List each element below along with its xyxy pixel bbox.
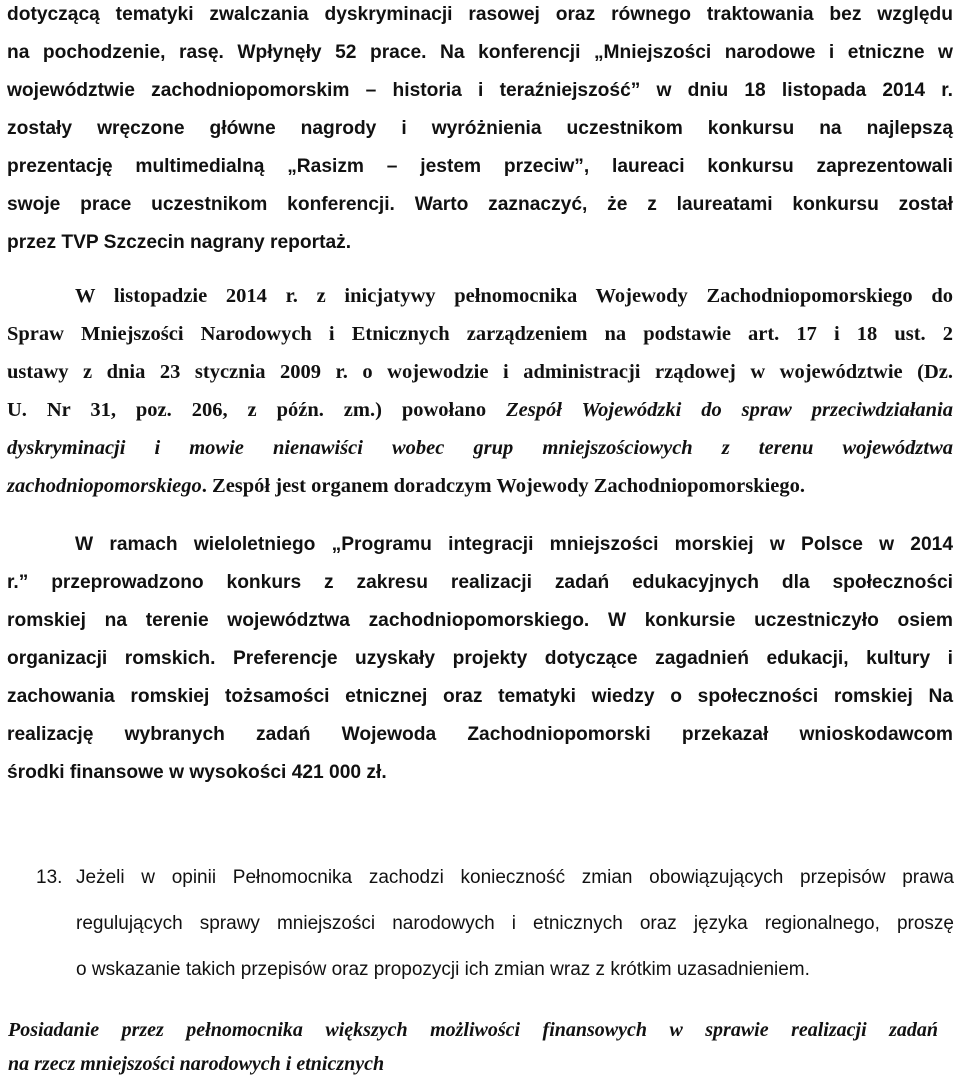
text-line-content: W ramach wieloletniego „Programu integracji mniejszości morskiej w Polsce w 2014 bbox=[75, 534, 953, 555]
text-line: ustawy z dnia 23 stycznia 2009 r. o wojewodzie i administracji rządowej w województwie (Dz. bbox=[7, 361, 953, 383]
text-line: zachowania romskiej tożsamości etnicznej oraz tematyki wiedzy o społeczności romskiej Na bbox=[7, 686, 953, 707]
question-number: 13. bbox=[36, 867, 63, 888]
paragraph-team-appointment bbox=[7, 277, 953, 505]
paragraph-competition bbox=[7, 0, 953, 262]
text-segment: . Zespół jest organem doradczym Wojewody Zachodniopomorskiego. bbox=[201, 475, 806, 497]
text-line: na rzecz mniejszości narodowych i etnicznych bbox=[8, 1053, 385, 1075]
text-line: o wskazanie takich przepisów oraz propozycji ich zmian wraz z krótkim uzasadnieniem. bbox=[76, 959, 810, 980]
text-line: organizacji romskich. Preferencje uzyskały projekty dotyczące zagadnień edukacji, kultury i bbox=[7, 648, 953, 669]
text-segment: U. Nr 31, poz. 206, z późn. zm.) powołano bbox=[7, 399, 507, 421]
text-line: Posiadanie przez pełnomocnika większych możliwości finansowych w sprawie realizacji zadań bbox=[8, 1019, 938, 1041]
team-name-italic: zachodniopomorskiego bbox=[7, 475, 202, 497]
text-line bbox=[36, 855, 954, 901]
team-name-italic: dyskryminacji i mowie nienawiści wobec grup mniejszościowych z terenu województwa bbox=[7, 437, 953, 459]
text-line: romskiej na terenie województwa zachodniopomorskiego. W konkursie uczestniczyło osiem bbox=[7, 610, 953, 631]
text-segment: Jeżeli w opinii Pełnomocnika zachodzi konieczność zmian obowiązujących przepisów prawa bbox=[76, 867, 954, 888]
text-line bbox=[7, 277, 953, 315]
text-line: środki finansowe w wysokości 421 000 zł. bbox=[7, 762, 387, 783]
text-line: województwie zachodniopomorskim – historia i teraźniejszość” w dniu 18 listopada 2014 r. bbox=[7, 80, 953, 101]
text-line: realizację wybranych zadań Wojewoda Zachodniopomorski przekazał wnioskodawcom bbox=[7, 724, 953, 745]
text-line bbox=[7, 391, 953, 429]
text-line: r.” przeprowadzono konkurs z zakresu realizacji zadań edukacyjnych dla społeczności bbox=[7, 572, 953, 593]
text-line: dotyczącą tematyki zwalczania dyskryminacji rasowej oraz równego traktowania bez względu bbox=[7, 4, 953, 25]
text-line: regulujących sprawy mniejszości narodowych i etnicznych oraz języka regionalnego, proszę bbox=[76, 913, 954, 934]
text-line: zostały wręczone główne nagrody i wyróżnienia uczestnikom konkursu na najlepszą bbox=[7, 118, 953, 139]
answer-heading bbox=[8, 1013, 938, 1081]
text-line bbox=[7, 467, 953, 505]
text-line-content: W listopadzie 2014 r. z inicjatywy pełnomocnika Wojewody Zachodniopomorskiego do bbox=[75, 285, 953, 307]
text-line: przez TVP Szczecin nagrany reportaż. bbox=[7, 232, 352, 253]
text-line: na pochodzenie, rasę. Wpłynęły 52 prace. Na konferencji „Mniejszości narodowe i etniczne w bbox=[7, 42, 953, 63]
text-line: prezentację multimedialną „Rasizm – jestem przeciw”, laureaci konkursu zaprezentowali bbox=[7, 156, 953, 177]
text-line: Spraw Mniejszości Narodowych i Etnicznych zarządzeniem na podstawie art. 17 i 18 ust. 2 bbox=[7, 323, 953, 345]
team-name-italic: Zespół Wojewódzki do spraw przeciwdziałania bbox=[506, 399, 953, 421]
text-line bbox=[7, 526, 953, 564]
text-line: swoje prace uczestnikom konferencji. Warto zaznaczyć, że z laureatami konkursu został bbox=[7, 194, 953, 215]
paragraph-roma-program bbox=[7, 526, 953, 792]
question-13 bbox=[36, 855, 954, 993]
